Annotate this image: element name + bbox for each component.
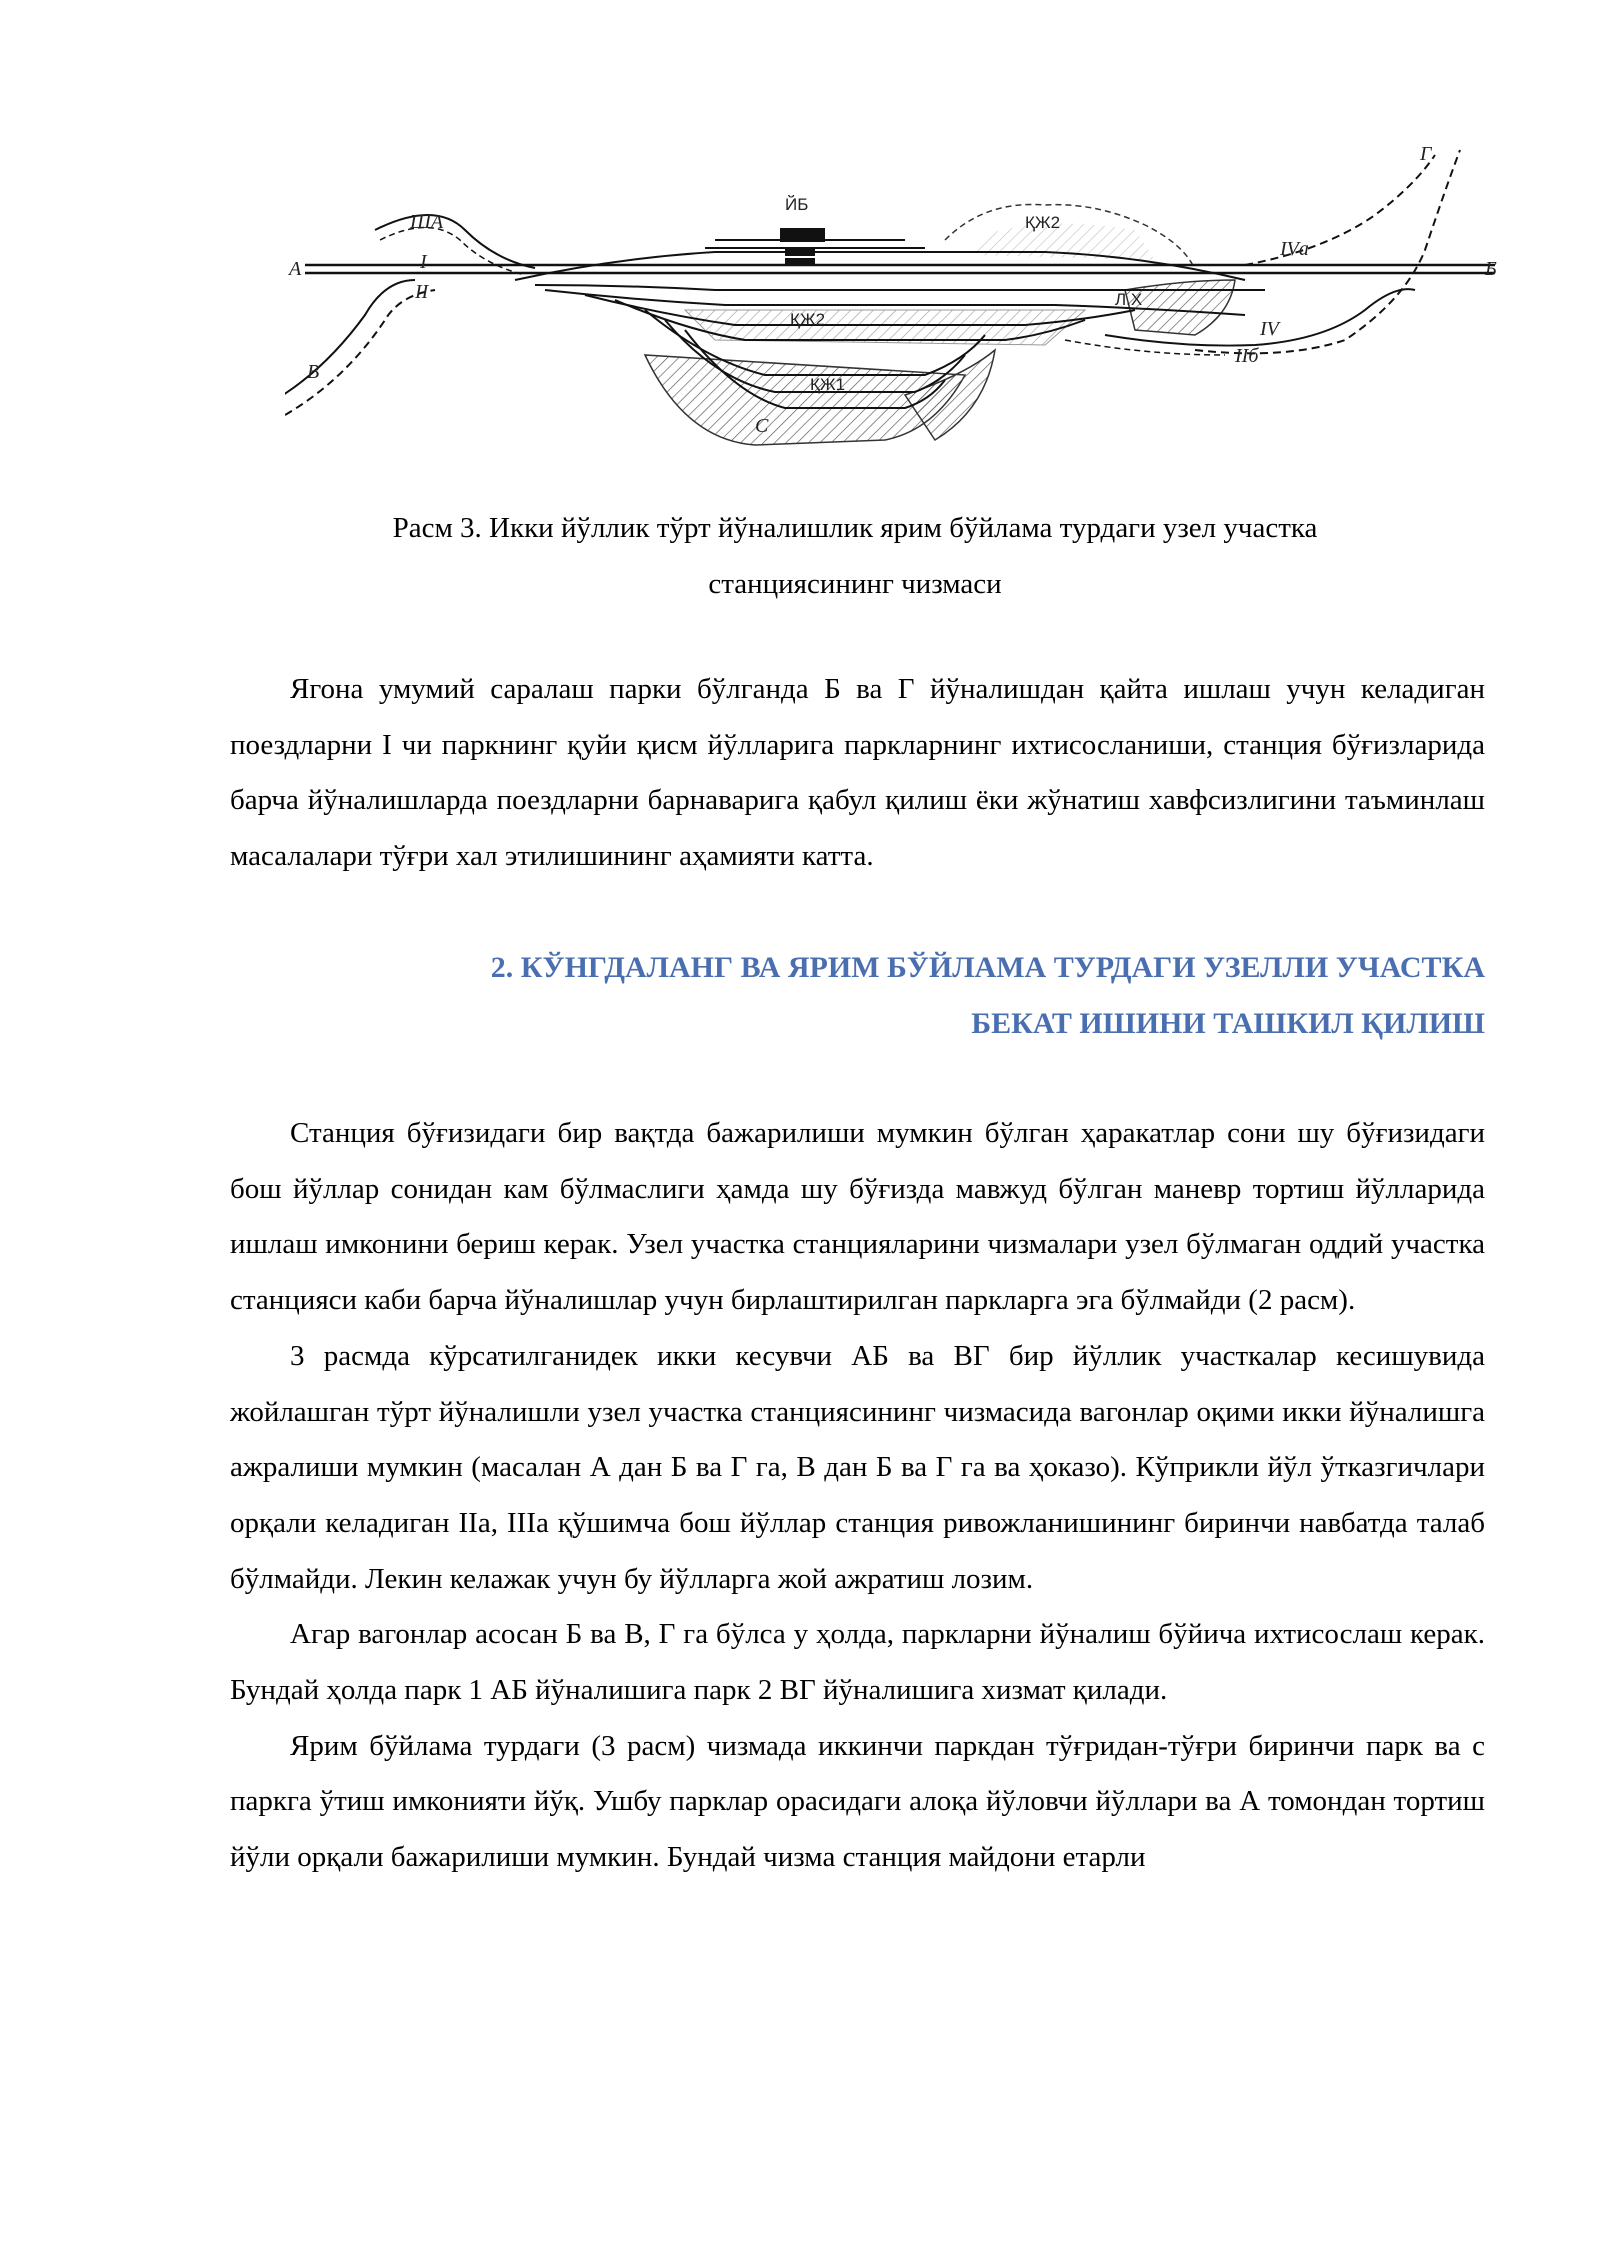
- label-direction-v: В: [307, 361, 320, 383]
- intro-text-block: [230, 662, 1485, 885]
- figure-caption: [230, 500, 1480, 612]
- paragraph: Агар вагонлар асосан Б ва В, Г га бўлса у ҳолда, паркларни йўналиш бўйича ихтисослаш керак. Бундай ҳолда парк 1 АБ йўналишига парк 2 ВГ йўналишига хизмат қилади.: [230, 1618, 1485, 1707]
- label-lx: Л.Х: [1115, 290, 1143, 309]
- label-track-I: I: [420, 251, 427, 273]
- section-heading: [230, 940, 1485, 1052]
- park-top-hatch: [975, 224, 1155, 260]
- label-direction-b: Б: [1485, 258, 1497, 280]
- section-heading-line-1: 2. КЎНГДАЛАНГ ВА ЯРИМ БЎЙЛАМА ТУРДАГИ УЗЕЛЛИ УЧАСТКА: [490, 951, 1485, 984]
- caption-line-2: станциясининг чизмаси: [708, 568, 1002, 600]
- label-track-IVa: IVа: [1280, 238, 1309, 260]
- label-track-II: II: [415, 281, 429, 303]
- station-building: [780, 228, 825, 242]
- label-track-IV: IV: [1260, 318, 1279, 340]
- caption-line-1: Расм 3. Икки йўллик тўрт йўналишлик ярим бўйлама турдаги узел участка: [392, 512, 1318, 544]
- paragraph: Станция бўғизидаги бир вақтда бажарилиши мумкин бўлган ҳаракатлар сони шу бўғизидаги бош йўллар сонидан кам бўлмаслиги ҳамда шу бўғизда мавжуд бўлган маневр тортиш йўлларида ишлаш имконини бериш керак. Узел участка станцияларини чизмалари узел бўлмаган оддий участка станцияси каби барча йўналишлар учун бирлаштирилган паркларга эга бўлмайди (2 расм).: [230, 1117, 1485, 1317]
- paragraph: Ярим бўйлама турдаги (3 расм) чизмада иккинчи паркдан тўғридан-тўғри биринчи парк ва с паркга ўтиш имконияти йўқ. Ушбу парклар орасидаги алоқа йўловчи йўллари ва А томондан тортиш йўли орқали бажарилиши мумкин. Бундай чизма станция майдони етарли: [230, 1729, 1485, 1874]
- paragraph: Ягона умумий саралаш парки бўлганда Б ва Г йўналишдан қайта ишлаш учун келадиган поездларни I чи паркнинг қуйи қисм йўлларига паркларнинг ихтисосланиши, станция бўғизларида барча йўналишларда поездларни барнаварига қабул қилиш ёки жўнатиш хавфсизлигини таъминлаш масалалари тўғри хал этилишининг аҳамияти катта.: [230, 673, 1485, 873]
- section-text-block: [230, 1106, 1485, 1886]
- label-track-IIIa: ША: [410, 211, 444, 233]
- label-park-top: ҚЖ2: [1025, 213, 1061, 232]
- label-direction-g: Г: [1420, 143, 1432, 165]
- label-park-mid: ҚЖ2: [790, 310, 826, 329]
- station-scheme-drawing: [285, 140, 1515, 470]
- label-park-low: ҚЖ1: [810, 375, 846, 394]
- paragraph: 3 расмда кўрсатилганидек икки кесувчи АБ ва ВГ бир йўллик участкалар кесишувида жойлашган тўрт йўналишли узел участка станциясининг чизмасида вагонлар оқими икки йўналишга ажралиши мумкин (масалан А дан Б ва Г га, В дан Б ва Г га ва ҳоказо). Кўприкли йўл ўтказгичлари орқали келадиган IIа, IIIа қўшимча бош йўллар станция ривожланишининг биринчи навбатда талаб бўлмайди. Лекин келажак учун бу йўлларга жой ажратиш лозим.: [230, 1339, 1485, 1595]
- section-heading-line-2: БЕКАТ ИШИНИ ТАШКИЛ ҚИЛИШ: [971, 1007, 1485, 1040]
- station-scheme-figure: [285, 140, 1515, 470]
- label-direction-a: А: [289, 258, 302, 280]
- label-park-c: С: [755, 415, 769, 437]
- label-track-IIb: IIб: [1235, 345, 1259, 367]
- label-station-building: ЙБ: [785, 195, 809, 214]
